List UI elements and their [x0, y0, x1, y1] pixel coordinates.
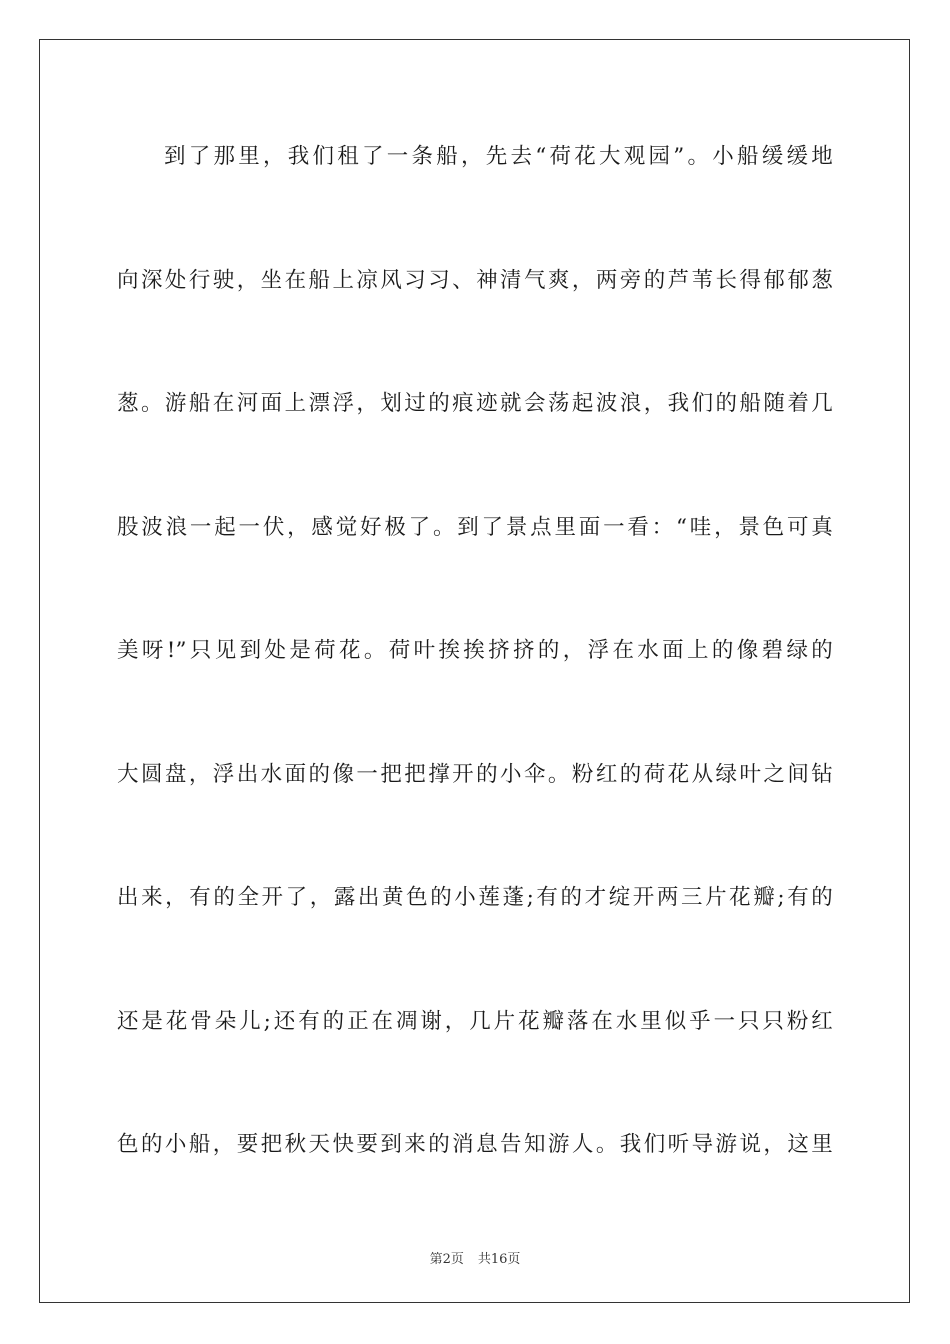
text-line: 还是花骨朵儿;还有的正在凋谢，几片花瓣落在水里似乎一只只粉红: [117, 1008, 833, 1034]
page-total: 共16页: [477, 1252, 521, 1267]
text-line: 美呀!”只见到处是荷花。荷叶挨挨挤挤的，浮在水面上的像碧绿的: [117, 638, 833, 663]
body-text: [117, 126, 833, 1238]
page-footer: [0, 1248, 950, 1267]
text-line: 大圆盘，浮出水面的像一把把撑开的小伞。粉红的荷花从绿叶之间钻: [117, 761, 833, 787]
page-number: 第2页: [429, 1252, 464, 1267]
text-line: 色的小船，要把秋天快要到来的消息告知游人。我们听导游说，这里: [117, 1132, 833, 1157]
text-line: 葱。游船在河面上漂浮，划过的痕迹就会荡起波浪，我们的船随着几: [117, 391, 833, 416]
text-line: 股波浪一起一伏，感觉好极了。到了景点里面一看：“哇，景色可真: [117, 514, 833, 540]
text-line: 出来，有的全开了，露出黄色的小莲蓬;有的才绽开两三片花瓣;有的: [117, 885, 833, 910]
text-line: 到了那里，我们租了一条船，先去“荷花大观园”。小船缓缓地: [164, 144, 833, 169]
text-line: 向深处行驶，坐在船上凉风习习、神清气爽，两旁的芦苇长得郁郁葱: [117, 267, 833, 293]
